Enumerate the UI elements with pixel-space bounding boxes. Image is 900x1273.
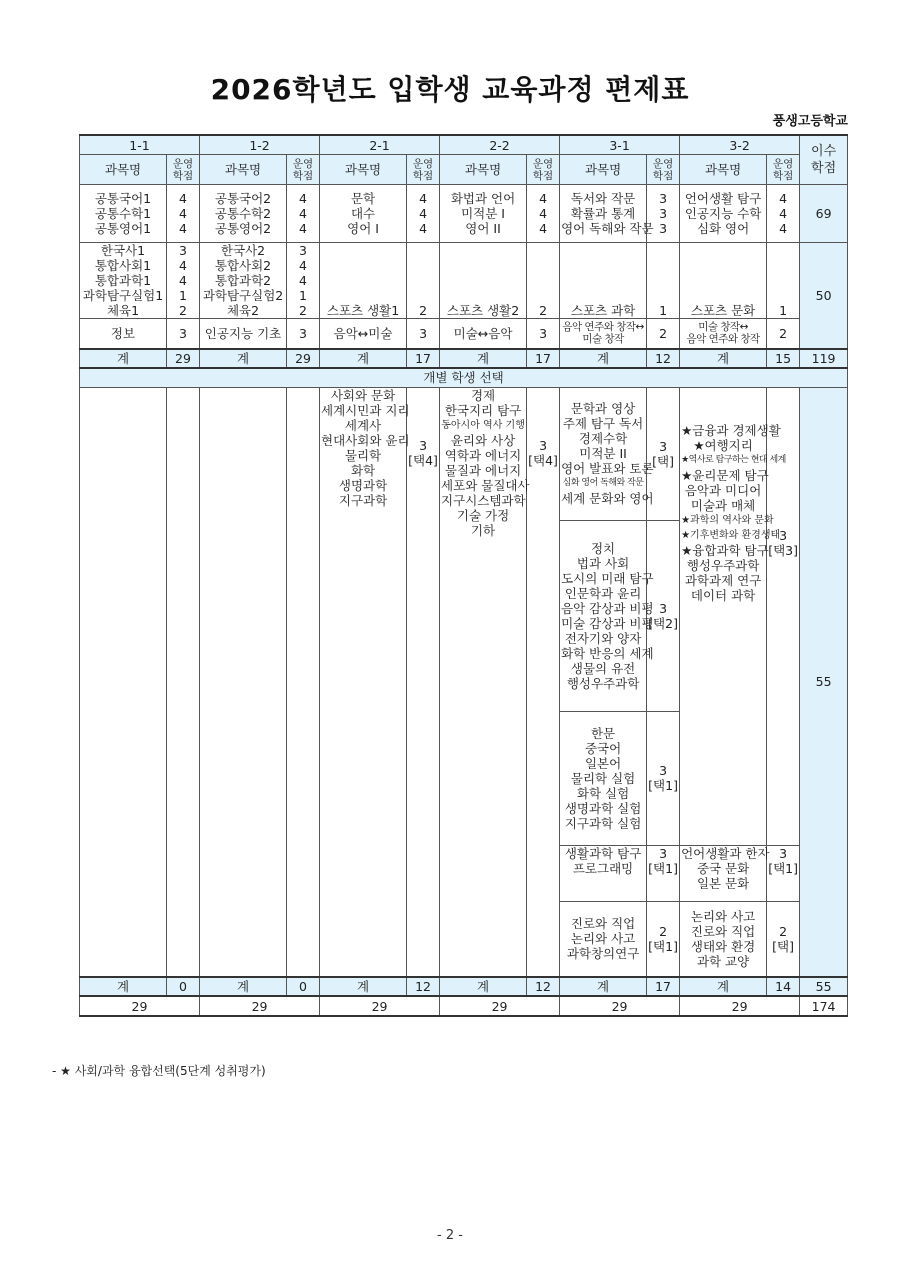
page-number: - 2 - <box>437 1228 463 1243</box>
list-item: 공통국어2 <box>214 191 272 206</box>
list-item: 논리와 사고 <box>690 908 756 924</box>
pe-3-2-credit: 1 <box>767 243 800 319</box>
sum2-3-1: 17 <box>647 977 680 996</box>
total-2-2: 29 <box>440 996 560 1016</box>
list-item: 세포와 물질대사 <box>441 477 530 493</box>
list-item: 공통수학2 <box>214 206 272 221</box>
list-item: 통합사회2 <box>214 258 272 273</box>
list-item: 행성우주과학 <box>566 675 640 691</box>
list-item: 인문학과 윤리 <box>564 585 642 601</box>
list-item: 세계사 <box>344 417 382 433</box>
list-item: 3 <box>299 243 307 258</box>
sum-label: 계 <box>80 977 167 996</box>
list-item: 생물의 유전 <box>570 660 636 676</box>
art-2-1-credit: 3 <box>407 319 440 349</box>
list-item: 기술 가정 <box>456 507 510 523</box>
elective-group-3-2-c <box>680 901 767 977</box>
list-item: 물질과 에너지 <box>444 462 522 478</box>
list-item: 주제 탐구 독서 <box>562 416 644 431</box>
list-item: 행성우주과학 <box>686 557 760 573</box>
art-3-1: 음악 연주와 창작↔ 미술 창작 <box>560 319 647 349</box>
list-item: 한국지리 탐구 <box>444 402 522 418</box>
list-item: 4 <box>419 191 428 206</box>
list-item: 4 <box>779 221 788 236</box>
list-item: 1 <box>299 288 307 303</box>
elective-3-1-a-credit: 3 [택] <box>647 387 680 520</box>
list-item: 진로와 직업 <box>690 923 756 939</box>
list-item: 음악 감상과 비평 <box>561 600 654 616</box>
list-item: 1 <box>179 288 187 303</box>
list-item: ★금융과 경제생활 <box>681 422 781 438</box>
list-item: 음악과 미디어 <box>684 482 762 498</box>
list-item: 한문 <box>590 725 616 741</box>
subjects-1-2 <box>200 185 287 243</box>
list-item: 4 <box>179 273 187 288</box>
list-item: 4 <box>539 221 548 236</box>
grand-total-row <box>80 996 848 1016</box>
pe-2-1: 스포츠 생활1 <box>320 243 407 319</box>
list-item: 역학과 에너지 <box>444 447 522 463</box>
credit-header: 운영 학점 <box>287 155 320 185</box>
sum2-1-1: 0 <box>167 977 200 996</box>
list-item: 공통영어2 <box>214 221 272 236</box>
list-item: 3 <box>179 243 187 258</box>
elective-3-2-a-credit: 3 [택3] <box>767 387 800 845</box>
info-1-1-credit: 3 <box>167 319 200 349</box>
list-item: 2 <box>179 303 187 318</box>
required-subjects-1-1 <box>80 243 167 319</box>
sum2-2-2: 12 <box>527 977 560 996</box>
list-item: 과학탐구실험1 <box>82 288 164 303</box>
sum-2-2: 17 <box>527 349 560 368</box>
sum-label: 계 <box>320 977 407 996</box>
sum-label: 계 <box>200 349 287 368</box>
list-item: 일본 문화 <box>696 875 750 891</box>
list-item: 4 <box>179 221 187 236</box>
list-item: 통합사회1 <box>94 258 152 273</box>
list-item: ★기후변화와 환경생태 <box>681 529 781 541</box>
list-item: 사회와 문화 <box>330 387 396 403</box>
elective-group-2-1 <box>320 387 410 977</box>
arts-subjects-row <box>80 319 848 349</box>
required-subjects-1-2 <box>200 243 287 319</box>
list-item: 통합과학1 <box>94 273 152 288</box>
list-item: 화법과 언어 <box>450 191 516 206</box>
sum-label: 계 <box>320 349 407 368</box>
art-2-1: 음악↔미술 <box>320 319 407 349</box>
semester-2-2: 2-2 <box>440 135 560 155</box>
list-item: 4 <box>179 206 187 221</box>
sum-1-2: 29 <box>287 349 320 368</box>
pe-3-2: 스포츠 문화 <box>680 243 767 319</box>
list-item: 언어생활 탐구 <box>684 191 762 206</box>
list-item: 4 <box>299 206 307 221</box>
list-item: 윤리와 사상 <box>450 432 516 448</box>
grand-total: 174 <box>800 996 848 1016</box>
list-item: ★융합과학 탐구 <box>681 542 769 558</box>
list-item: ★과학의 역사와 문화 <box>681 514 774 526</box>
list-item: 현대사회와 윤리 <box>321 432 410 448</box>
total-1-2: 29 <box>200 996 320 1016</box>
subject-header: 과목명 <box>680 155 767 185</box>
total-2-1: 29 <box>320 996 440 1016</box>
list-item: 미술과 매체 <box>690 497 756 513</box>
list-item: 지구시스템과학 <box>441 492 526 508</box>
list-item: 체육1 <box>106 303 140 318</box>
list-item: 체육2 <box>226 303 260 318</box>
list-item: 논리와 사고 <box>570 931 636 947</box>
list-item: 영어 I <box>347 221 379 236</box>
list-item: ★여행지리 <box>693 437 753 453</box>
list-item: 미술 감상과 비평 <box>561 615 654 631</box>
elective-group-3-1-a <box>560 387 654 520</box>
list-item: 독서와 작문 <box>570 191 636 206</box>
subtotal-row-2 <box>80 977 848 996</box>
elective-3-1-b-credit: 3 [택2] <box>647 520 680 711</box>
list-item: 공통영어1 <box>94 221 152 236</box>
elective-group-3-1-c <box>560 711 647 845</box>
list-item: 지구과학 <box>338 492 388 508</box>
elective-2-1-credit: 3 [택4] <box>407 387 440 977</box>
sum-label: 계 <box>440 977 527 996</box>
credits-3-2 <box>767 185 800 243</box>
list-item: 4 <box>419 206 428 221</box>
list-item: 경제 <box>470 387 496 403</box>
individual-choice-label: 개별 학생 선택 <box>80 368 848 388</box>
list-item: 4 <box>779 191 788 206</box>
list-item: 문학과 영상 <box>570 401 636 416</box>
list-item: 도시의 미래 탐구 <box>561 570 654 586</box>
elective-group-3-1-d <box>560 845 647 901</box>
list-item: 3 <box>659 221 668 236</box>
sum-3-2: 15 <box>767 349 800 368</box>
list-item: 공통국어1 <box>94 191 152 206</box>
semester-2-1: 2-1 <box>320 135 440 155</box>
credit-header: 운영 학점 <box>647 155 680 185</box>
elective-group-3-1-b <box>560 520 654 711</box>
curriculum-table <box>79 134 848 1017</box>
total-1-1: 29 <box>80 996 200 1016</box>
list-item: 과학 교양 <box>696 953 750 969</box>
credits-1-1 <box>167 185 200 243</box>
list-item: 한국사1 <box>100 243 146 258</box>
list-item: 영어 II <box>465 221 501 236</box>
art-3-2-credit: 2 <box>767 319 800 349</box>
subject-header: 과목명 <box>440 155 527 185</box>
list-item: 과학탐구실험2 <box>202 288 284 303</box>
list-item: 법과 사회 <box>576 555 630 571</box>
semester-1-2: 1-2 <box>200 135 320 155</box>
list-item: 중국어 <box>584 740 622 756</box>
subjects-2-2 <box>440 185 527 243</box>
elective-empty-1-1-credit <box>167 387 200 977</box>
subjects-3-2 <box>680 185 767 243</box>
list-item: 지구과학 실험 <box>564 815 642 831</box>
pe-2-1-credit: 2 <box>407 243 440 319</box>
common-total-credits: 69 <box>800 185 848 243</box>
pe-2-2: 스포츠 생활2 <box>440 243 527 319</box>
ai-1-2: 인공지능 기초 <box>200 319 287 349</box>
list-item: 진로와 직업 <box>570 916 636 932</box>
elective-2-2-credit: 3 [택4] <box>527 387 560 977</box>
list-item: 4 <box>419 221 428 236</box>
credits-1-2 <box>287 185 320 243</box>
list-item: 인공지능 수학 <box>684 206 762 221</box>
list-item: 프로그래밍 <box>572 860 634 876</box>
subject-header: 과목명 <box>200 155 287 185</box>
elective-group-3-1-e <box>560 901 647 977</box>
art-2-2-credit: 3 <box>527 319 560 349</box>
list-item: 물리학 <box>344 447 382 463</box>
list-item: 전자기와 양자 <box>564 630 642 646</box>
list-item: 2 <box>299 303 307 318</box>
list-item: 세계시민과 지리 <box>321 402 410 418</box>
semester-3-2: 3-2 <box>680 135 800 155</box>
list-item: ★역사로 탐구하는 현대 세계 <box>681 454 786 465</box>
subjects-3-1 <box>560 185 654 243</box>
pe-2-2-credit: 2 <box>527 243 560 319</box>
subject-header: 과목명 <box>320 155 407 185</box>
elective-3-2-b-credit: 3 [택1] <box>767 845 800 901</box>
list-item: 화학 실험 <box>576 785 630 801</box>
list-item: 경제수학 <box>578 431 628 446</box>
required-total-credits: 50 <box>800 243 848 349</box>
list-item: 3 <box>659 206 668 221</box>
list-item: 심화 영어 독해와 작문 <box>562 478 644 488</box>
list-item: 영어 독해와 작문 <box>561 221 654 236</box>
list-item: 대수 <box>350 206 376 221</box>
list-item: 화학 <box>350 462 376 478</box>
elective-3-1-d-credit: 3 [택1] <box>647 845 680 901</box>
list-item: 정치 <box>590 540 616 556</box>
required-credits-1-2 <box>287 243 320 319</box>
list-item: 4 <box>299 191 307 206</box>
list-item: 생명과학 <box>338 477 388 493</box>
list-item: 확률과 통계 <box>570 206 636 221</box>
credit-header: 운영 학점 <box>407 155 440 185</box>
semester-header-row <box>80 135 848 155</box>
list-item: 4 <box>539 191 548 206</box>
credit-header: 운영 학점 <box>527 155 560 185</box>
sum2-1-2: 0 <box>287 977 320 996</box>
pe-3-1: 스포츠 과학 <box>560 243 647 319</box>
elective-total-credits: 55 <box>800 387 848 977</box>
sum-label: 계 <box>80 349 167 368</box>
list-item: 3 <box>659 191 668 206</box>
list-item: 과학창의연구 <box>566 946 640 962</box>
total-credits-header: 이수 학점 <box>800 135 848 185</box>
list-item: 미적분 II <box>579 446 627 461</box>
list-item: 생활과학 탐구 <box>564 845 642 861</box>
elective-empty-1-2 <box>200 387 287 977</box>
sum-label: 계 <box>680 349 767 368</box>
list-item: 한국사2 <box>220 243 266 258</box>
page-title: 2026학년도 입학생 교육과정 편제표 <box>210 73 690 106</box>
credits-2-2 <box>527 185 560 243</box>
list-item: 세계 문화와 영어 <box>561 491 654 506</box>
list-item: 화학 반응의 세계 <box>561 645 654 661</box>
sum-label: 계 <box>680 977 767 996</box>
column-header-row <box>80 155 848 185</box>
total-3-2: 29 <box>680 996 800 1016</box>
required-subjects-row <box>80 243 848 319</box>
elective-row-a <box>80 387 848 520</box>
sum-label: 계 <box>560 349 647 368</box>
subject-header: 과목명 <box>80 155 167 185</box>
semester-1-1: 1-1 <box>80 135 200 155</box>
art-2-2: 미술↔음악 <box>440 319 527 349</box>
individual-choice-band <box>80 368 848 388</box>
sum-label: 계 <box>560 977 647 996</box>
common-subjects-row <box>80 185 848 243</box>
footnote: - ★ 사회/과학 융합선택(5단계 성취평가) <box>52 1064 266 1078</box>
list-item: 공통수학1 <box>94 206 152 221</box>
pe-3-1-credit: 1 <box>647 243 680 319</box>
list-item: 과학과제 연구 <box>684 572 762 588</box>
list-item: 문학 <box>350 191 376 206</box>
sum2-3-2: 14 <box>767 977 800 996</box>
ai-1-2-credit: 3 <box>287 319 320 349</box>
credit-header: 운영 학점 <box>167 155 200 185</box>
list-item: 생태와 환경 <box>690 938 756 954</box>
list-item: 4 <box>299 273 307 288</box>
sum-1-1: 29 <box>167 349 200 368</box>
list-item: 영어 발표와 토론 <box>561 461 654 476</box>
list-item: 심화 영어 <box>696 221 750 236</box>
elective-3-1-c-credit: 3 [택1] <box>647 711 680 845</box>
list-item: 기하 <box>470 522 496 538</box>
sum-2-1: 17 <box>407 349 440 368</box>
list-item: 4 <box>539 206 548 221</box>
list-item: 4 <box>299 258 307 273</box>
list-item: 생명과학 실험 <box>564 800 642 816</box>
sum2-2-1: 12 <box>407 977 440 996</box>
subjects-1-1 <box>80 185 167 243</box>
credit-header: 운영 학점 <box>767 155 800 185</box>
list-item: 통합과학2 <box>214 273 272 288</box>
sum-total: 119 <box>800 349 848 368</box>
semester-3-1: 3-1 <box>560 135 680 155</box>
list-item: 4 <box>179 258 187 273</box>
list-item: 4 <box>779 206 788 221</box>
subject-header: 과목명 <box>560 155 647 185</box>
elective-empty-1-1 <box>80 387 167 977</box>
list-item: 미적분 I <box>461 206 505 221</box>
required-credits-1-1 <box>167 243 200 319</box>
art-3-1-credit: 2 <box>647 319 680 349</box>
art-3-2: 미술 창작↔ 음악 연주와 창작 <box>680 319 767 349</box>
subjects-2-1 <box>320 185 407 243</box>
elective-empty-1-2-credit <box>287 387 320 977</box>
elective-group-3-2-b <box>680 845 770 901</box>
list-item: ★윤리문제 탐구 <box>681 467 769 483</box>
list-item: 4 <box>299 221 307 236</box>
total-3-1: 29 <box>560 996 680 1016</box>
list-item: 물리학 실험 <box>570 770 636 786</box>
sum-label: 계 <box>440 349 527 368</box>
elective-group-2-2 <box>440 387 530 977</box>
sum-label: 계 <box>200 977 287 996</box>
subtotal-row-1 <box>80 349 848 368</box>
list-item: 동아시아 역사 기행 <box>441 419 525 431</box>
list-item: 언어생활과 한자 <box>681 845 770 861</box>
list-item: 중국 문화 <box>696 860 750 876</box>
list-item: 일본어 <box>584 755 622 771</box>
school-name: 풍생고등학교 <box>772 114 848 129</box>
list-item: 4 <box>179 191 187 206</box>
sum-3-1: 12 <box>647 349 680 368</box>
elective-3-1-e-credit: 2 [택1] <box>647 901 680 977</box>
list-item: 데이터 과학 <box>690 587 756 603</box>
info-1-1: 정보 <box>80 319 167 349</box>
credits-2-1 <box>407 185 440 243</box>
elective-3-2-c-credit: 2 [택] <box>767 901 800 977</box>
sum2-total: 55 <box>800 977 848 996</box>
